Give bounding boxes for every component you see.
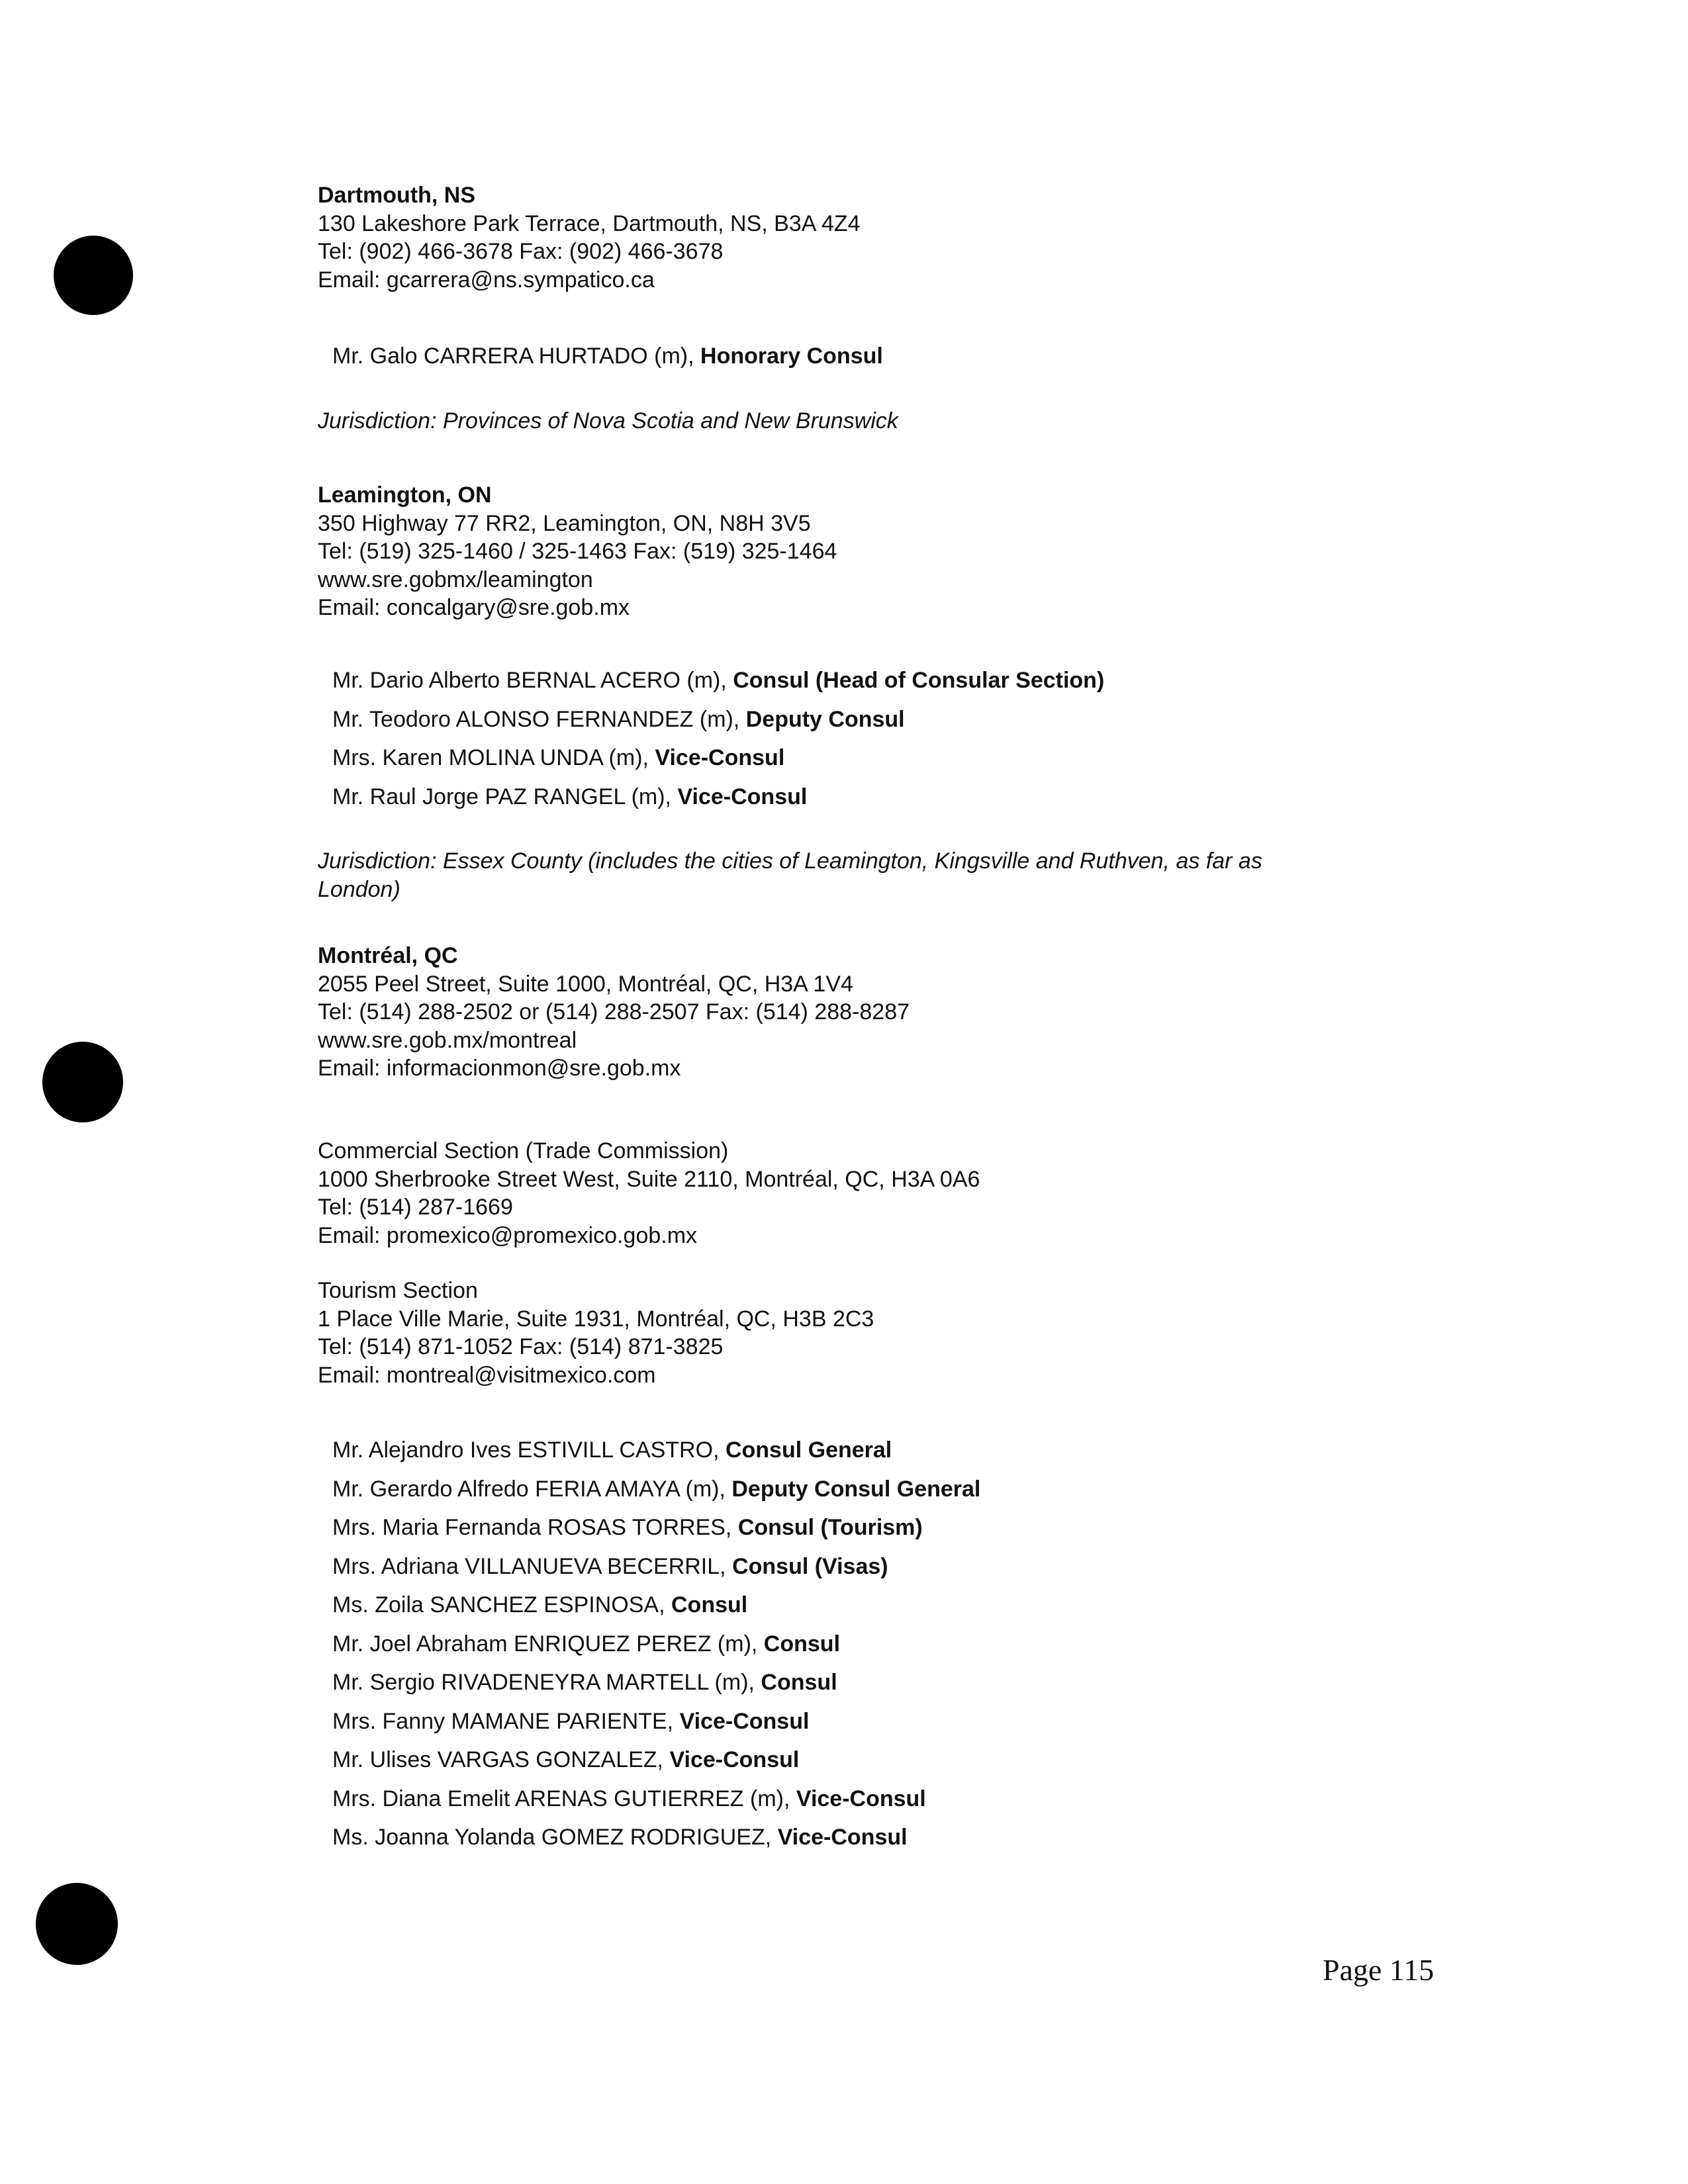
staff-name: Mrs. Maria Fernanda ROSAS TORRES, xyxy=(332,1515,738,1540)
staff-row xyxy=(332,337,883,376)
staff-title: Deputy Consul xyxy=(745,706,905,732)
staff-title: Vice-Consul xyxy=(669,1747,800,1772)
montreal-email: Email: informacionmon@sre.gob.mx xyxy=(318,1056,681,1081)
leamington-jurisdiction xyxy=(318,847,1377,904)
staff-name: Mr. Teodoro ALONSO FERNANDEZ (m), xyxy=(332,706,746,732)
tourism-address: 1 Place Ville Marie, Suite 1931, Montréal, QC, H3B 2C3 xyxy=(318,1306,874,1332)
staff-name: Mr. Sergio RIVADENEYRA MARTELL (m), xyxy=(332,1670,761,1695)
montreal-staff-list xyxy=(332,1431,980,1857)
staff-name: Ms. Zoila SANCHEZ ESPINOSA, xyxy=(332,1592,671,1617)
staff-name: Ms. Joanna Yolanda GOMEZ RODRIGUEZ, xyxy=(332,1825,778,1850)
staff-name: Mrs. Diana Emelit ARENAS GUTIERREZ (m), xyxy=(332,1786,796,1811)
dartmouth-tel: Tel: (902) 466-3678 Fax: (902) 466-3678 xyxy=(318,239,724,264)
staff-row xyxy=(332,1702,980,1741)
staff-title: Vice-Consul xyxy=(679,1708,810,1734)
leamington-heading: Leamington, ON xyxy=(318,482,492,508)
leamington-address: 350 Highway 77 RR2, Leamington, ON, N8H 3V5 xyxy=(318,510,811,536)
montreal-tel: Tel: (514) 288-2502 or (514) 288-2507 Fax: (514) 288-8287 xyxy=(318,999,910,1024)
montreal-commercial-section xyxy=(318,1137,980,1250)
montreal-contact xyxy=(318,942,910,1083)
tourism-label: Tourism Section xyxy=(318,1278,478,1303)
staff-row xyxy=(332,739,1104,778)
punch-hole-top xyxy=(54,236,133,315)
staff-row xyxy=(332,778,1104,817)
dartmouth-jurisdiction: Jurisdiction: Provinces of Nova Scotia and New Brunswick xyxy=(318,408,898,433)
dartmouth-staff-list xyxy=(332,337,883,376)
staff-name: Mr. Alejandro Ives ESTIVILL CASTRO, xyxy=(332,1437,726,1463)
staff-name: Mrs. Adriana VILLANUEVA BECERRIL, xyxy=(332,1553,733,1579)
montreal-heading: Montréal, QC xyxy=(318,943,458,968)
staff-row xyxy=(332,1470,980,1509)
leamington-email: Email: concalgary@sre.gob.mx xyxy=(318,595,630,620)
montreal-address: 2055 Peel Street, Suite 1000, Montréal, QC, H3A 1V4 xyxy=(318,971,853,997)
staff-name: Mr. Dario Alberto BERNAL ACERO (m), xyxy=(332,668,733,693)
staff-title: Consul (Tourism) xyxy=(737,1515,923,1540)
staff-name: Mr. Raul Jorge PAZ RANGEL (m), xyxy=(332,784,678,809)
staff-title: Vice-Consul xyxy=(677,784,808,809)
staff-title: Honorary Consul xyxy=(700,343,883,369)
staff-row xyxy=(332,1780,980,1819)
punch-hole-middle xyxy=(42,1042,123,1122)
leamington-web: www.sre.gobmx/leamington xyxy=(318,567,593,592)
staff-row xyxy=(332,661,1104,700)
staff-row xyxy=(332,1625,980,1664)
staff-title: Vice-Consul xyxy=(777,1825,908,1850)
staff-row xyxy=(332,1586,980,1625)
leamington-staff-list xyxy=(332,661,1104,816)
staff-title: Consul (Head of Consular Section) xyxy=(733,668,1105,693)
commercial-email: Email: promexico@promexico.gob.mx xyxy=(318,1222,698,1248)
staff-title: Vice-Consul xyxy=(655,745,785,770)
staff-row xyxy=(332,700,1104,739)
leamington-tel: Tel: (519) 325-1460 / 325-1463 Fax: (519) 325-1464 xyxy=(318,539,837,564)
staff-row xyxy=(332,1508,980,1547)
staff-name: Mr. Galo CARRERA HURTADO (m), xyxy=(332,343,701,369)
dartmouth-email: Email: gcarrera@ns.sympatico.ca xyxy=(318,267,655,293)
staff-name: Mr. Gerardo Alfredo FERIA AMAYA (m), xyxy=(332,1476,732,1502)
staff-title: Consul xyxy=(763,1631,841,1657)
montreal-web: www.sre.gob.mx/montreal xyxy=(318,1027,577,1053)
staff-row xyxy=(332,1663,980,1702)
staff-name: Mr. Ulises VARGAS GONZALEZ, xyxy=(332,1747,670,1772)
punch-hole-bottom xyxy=(36,1883,118,1965)
tourism-tel: Tel: (514) 871-1052 Fax: (514) 871-3825 xyxy=(318,1334,724,1359)
staff-title: Consul xyxy=(671,1592,748,1617)
staff-name: Mrs. Fanny MAMANE PARIENTE, xyxy=(332,1708,680,1734)
dartmouth-heading: Dartmouth, NS xyxy=(318,183,475,208)
staff-row xyxy=(332,1431,980,1470)
staff-name: Mrs. Karen MOLINA UNDA (m), xyxy=(332,745,655,770)
leamington-jurisdiction-line1: Jurisdiction: Essex County (includes the cities of Leamington, Kingsville and Ruthven, as far as xyxy=(318,848,1262,874)
commercial-address: 1000 Sherbrooke Street West, Suite 2110, Montréal, QC, H3A 0A6 xyxy=(318,1166,980,1192)
dartmouth-contact xyxy=(318,181,861,294)
leamington-contact xyxy=(318,481,837,622)
commercial-label: Commercial Section (Trade Commission) xyxy=(318,1138,729,1163)
montreal-tourism-section xyxy=(318,1277,874,1389)
staff-row xyxy=(332,1741,980,1780)
staff-row xyxy=(332,1818,980,1857)
staff-title: Consul xyxy=(761,1670,837,1695)
staff-title: Consul General xyxy=(725,1437,892,1463)
commercial-tel: Tel: (514) 287-1669 xyxy=(318,1195,513,1220)
staff-row xyxy=(332,1547,980,1586)
page-number: Page 115 xyxy=(1323,1953,1434,1987)
dartmouth-address: 130 Lakeshore Park Terrace, Dartmouth, NS, B3A 4Z4 xyxy=(318,210,861,236)
tourism-email: Email: montreal@visitmexico.com xyxy=(318,1362,656,1388)
staff-title: Vice-Consul xyxy=(796,1786,926,1811)
leamington-jurisdiction-line2: London) xyxy=(318,877,400,902)
staff-name: Mr. Joel Abraham ENRIQUEZ PEREZ (m), xyxy=(332,1631,764,1657)
staff-title: Consul (Visas) xyxy=(732,1553,888,1579)
staff-title: Deputy Consul General xyxy=(731,1476,981,1502)
